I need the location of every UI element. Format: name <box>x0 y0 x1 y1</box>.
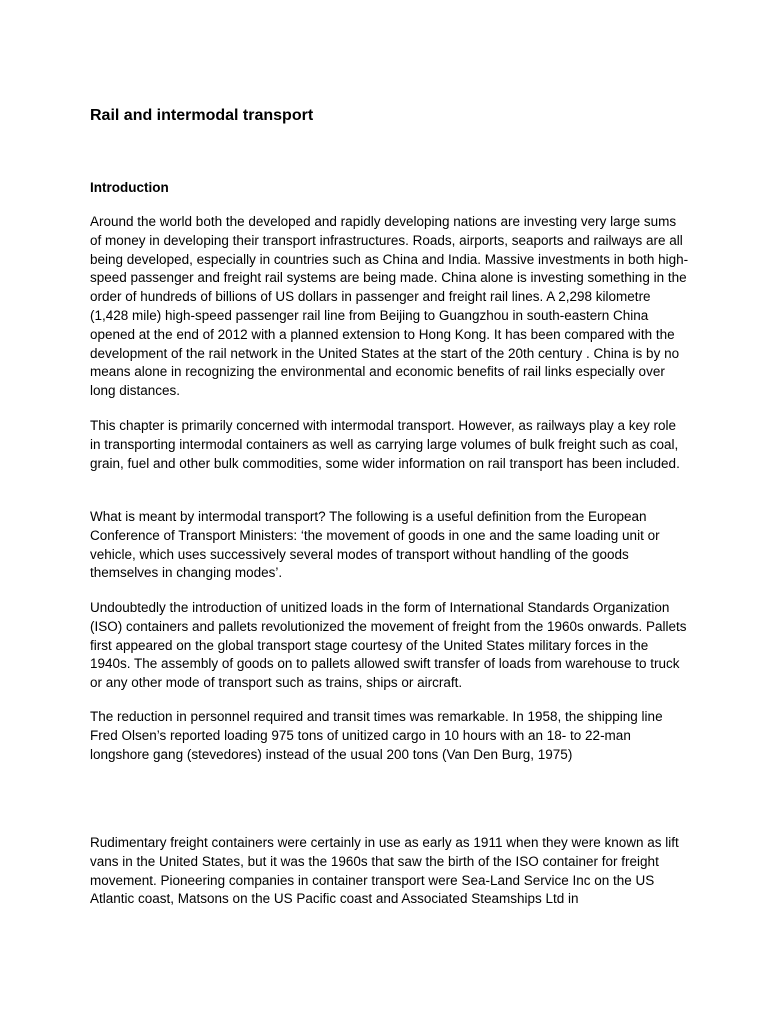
paragraph-6: Rudimentary freight containers were certainly in use as early as 1911 when they were known as lift vans in the United States, but it was the 1960s that saw the birth of the ISO container for freight movement. Pioneering companies in container transport were Sea-Land Service Inc on the US Atlantic coast, Matsons on the US Pacific coast and Associated Steamships Ltd in <box>90 835 679 907</box>
paragraph-3: What is meant by intermodal transport? The following is a useful definition from the European Conference of Transport Ministers: ‘the movement of goods in one and the same loading unit or vehicle, which uses successively several modes of transport without handling of the goods themselves in changing modes’. <box>90 509 660 581</box>
section-heading: Introduction <box>90 180 169 195</box>
paragraph-5: The reduction in personnel required and transit times was remarkable. In 1958, the shipping line Fred Olsen’s reported loading 975 tons of unitized cargo in 10 hours with an 18- to 22-man longshore gang (stevedores) instead of the usual 200 tons (Van Den Burg, 1975) <box>90 709 663 762</box>
page-title: Rail and intermodal transport <box>90 107 314 124</box>
paragraph-1: Around the world both the developed and rapidly developing nations are investing very large sums of money in developing their transport infrastructures. Roads, airports, seaports and railways are all being developed, especially in countries such as China and India. Massive investments in both high-speed passenger and freight rail systems are being made. China alone is investing something in the order of hundreds of billions of US dollars in passenger and freight rail lines. A 2,298 kilometre (1,428 mile) high-speed passenger rail line from Beijing to Guangzhou in south-eastern China opened at the end of 2012 with a planned extension to Hong Kong. It has been compared with the development of the rail network in the United States at the start of the 20th century . China is by no means alone in recognizing the environmental and economic benefits of rail links especially over long distances. <box>90 214 689 399</box>
paragraph-2: This chapter is primarily concerned with intermodal transport. However, as railways play a key role in transporting intermodal containers as well as carrying large volumes of bulk freight such as coal, grain, fuel and other bulk commodities, some wider information on rail transport has been included. <box>90 418 680 471</box>
paragraph-4: Undoubtedly the introduction of unitized loads in the form of International Standards Organization (ISO) containers and pallets revolutionized the movement of freight from the 1960s onwards. Pallets first appeared on the global transport stage courtesy of the United States military forces in the 1940s. The assembly of goods on to pallets allowed swift transfer of loads from warehouse to truck or any other mode of transport such as trains, ships or aircraft. <box>90 600 687 691</box>
